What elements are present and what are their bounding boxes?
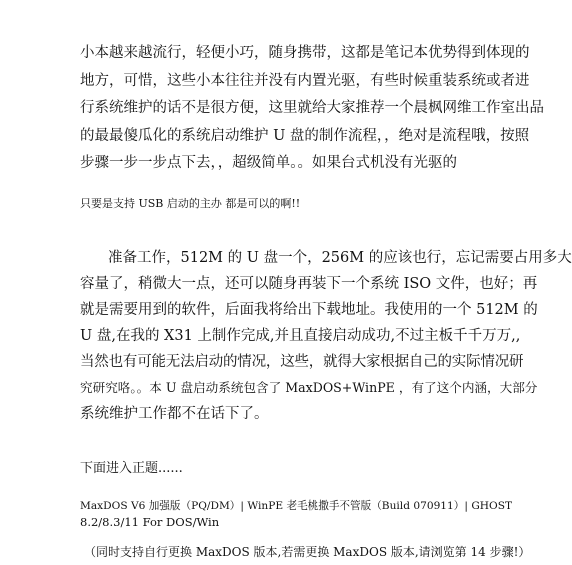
paragraph-line: 行系统维护的话不是很方便，这里就给大家推荐一个晨枫网维工作室出品 xyxy=(80,100,544,116)
section-intro: 下面进入正题...... xyxy=(80,461,183,476)
preparation-paragraph xyxy=(80,245,572,427)
version-note: （同时支持自行更换 MaxDOS 版本,若需更换 MaxDOS 版本,请浏览第 14 步骤!） xyxy=(84,545,531,559)
paragraph-line: 的最最傻瓜化的系统启动维护 U 盘的制作流程，，绝对是流程哦，按照 xyxy=(80,127,530,144)
paragraph-line: 8.2/8.3/11 For DOS/Win xyxy=(80,515,220,529)
paragraph-line: 地方，可惜，这些小本往往并没有内置光驱，有些时候重装系统或者进 xyxy=(80,72,530,89)
paragraph-line: 步骤一步一步点下去，，超级简单。。如果台式机没有光驱的 xyxy=(80,155,457,171)
paragraph-line: U 盘,在我的 X31 上制作完成,并且直接启动成功,不过主板千千万万,, xyxy=(80,328,521,344)
paragraph-line: 当然也有可能无法启动的情况，这些，就得大家根据自己的实际情况研 xyxy=(80,354,524,370)
intro-paragraph xyxy=(80,40,544,178)
paragraph-line: 究研究咯。。本 U 盘启动系统包含了 MaxDOS+WinPE ，有了这个内涵，大部分 xyxy=(80,380,538,395)
paragraph-line: 就是需要用到的软件，后面我将给出下载地址。我使用的一个 512M 的 xyxy=(80,302,538,318)
package-contents xyxy=(80,498,512,530)
paragraph-line: 小本越来越流行，轻便小巧，随身携带，这都是笔记本优势得到体现的 xyxy=(80,45,530,61)
usb-note: 只要是支持 USB 启动的主办 都是可以的啊!! xyxy=(80,197,301,210)
paragraph-line: 准备工作，512M 的 U 盘一个，256M 的应该也行，忘记需要占用多大 xyxy=(108,250,572,266)
paragraph-line: MaxDOS V6 加强版（PQ/DM）| WinPE 老毛桃撒手不管版（Build 070911）| GHOST xyxy=(80,500,513,512)
paragraph-line: 容量了，稍微大一点，还可以随身再装下一个系统 ISO 文件，也好；再 xyxy=(80,276,538,292)
paragraph-line: 系统维护工作都不在话下了。 xyxy=(80,406,269,422)
